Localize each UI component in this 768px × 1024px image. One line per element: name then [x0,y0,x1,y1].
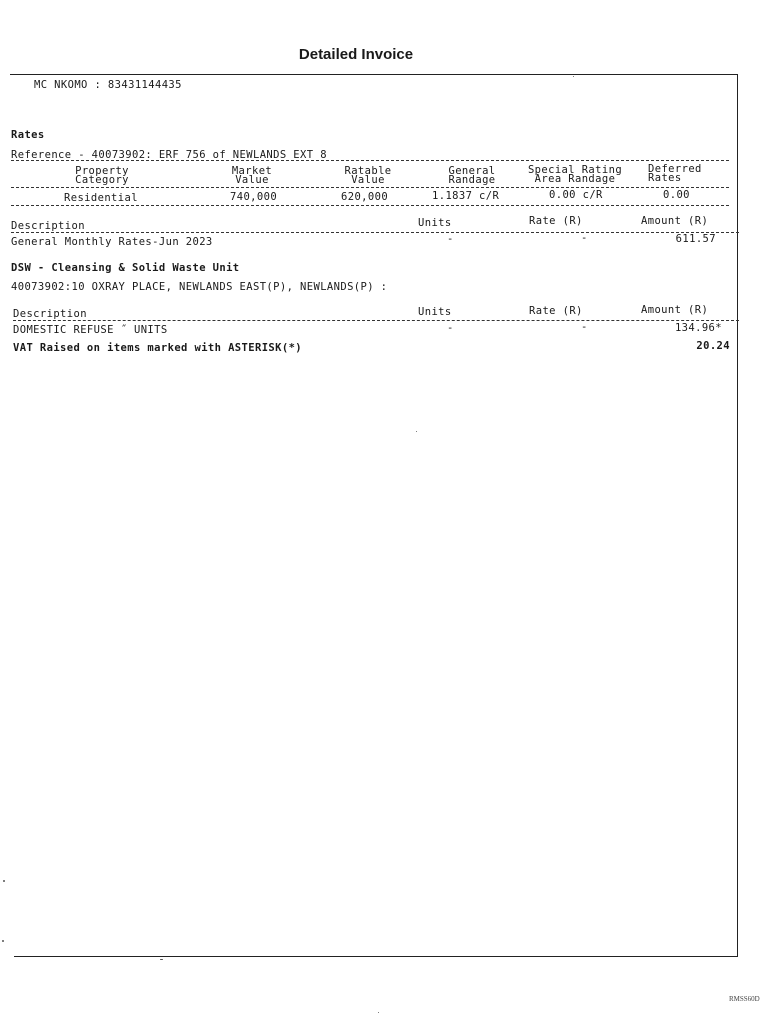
rates-units-header: Units [418,217,452,229]
rates-row-market-value: 740,000 [230,191,278,203]
dsw-heading: DSW - Cleansing & Solid Waste Unit [11,262,240,274]
scan-speck [160,959,163,960]
footer-code: RMSS60D [729,995,760,1003]
dsw-units-header: Units [418,306,452,318]
rates-header-divider [11,187,729,188]
rates-row-divider [11,205,729,206]
rates-rate-header: Rate (R) [529,215,583,227]
rates-line-description: General Monthly Rates-Jun 2023 [11,236,213,248]
column-header-ratable-value: Ratable Value [344,165,392,186]
dsw-rate-header: Rate (R) [529,305,583,317]
rates-line-divider [11,232,739,233]
scan-speck [573,76,574,77]
rates-row-ratable-value: 620,000 [341,191,389,203]
dsw-description-header: Description [13,308,87,320]
rates-line-rate: - [581,232,588,244]
column-header-general-randage: General Randage [448,165,496,186]
dsw-line-divider [13,320,739,321]
dsw-line-amount: 134.96* [674,322,722,334]
rates-line-units: - [447,233,454,245]
rates-row-deferred: 0.00 [663,189,690,201]
top-border-line [10,74,738,75]
column-header-special-rating: Special Rating Area Randage [527,164,623,185]
account-line: MC NKOMO : 83431144435 [34,79,182,91]
rates-row-category: Residential [64,192,138,204]
rates-line-amount: 611.57 [675,233,716,245]
vat-amount: 20.24 [696,340,730,352]
page-title: Detailed Invoice [298,46,414,63]
rates-heading: Rates [11,129,45,141]
bottom-border-line [14,956,738,957]
scan-speck [3,880,5,882]
column-header-deferred-rates: Deferred Rates [648,163,702,184]
column-header-market-value: Market Value [231,165,273,186]
rates-row-general-randage: 1.1837 c/R [432,190,500,202]
rates-amount-header: Amount (R) [641,215,709,227]
rates-reference: Reference - 40073902: ERF 756 of NEWLANDS EXT 8 [11,149,327,161]
dsw-address: 40073902:10 OXRAY PLACE, NEWLANDS EAST(P), NEWLANDS(P) : [11,281,388,293]
rates-reference-divider [11,160,729,161]
scan-speck [2,940,4,942]
right-border-line [737,74,738,956]
scan-speck [378,1012,379,1013]
column-header-property-category: Property Category [75,165,129,186]
rates-row-special-rating: 0.00 c/R [549,189,603,201]
vat-note: VAT Raised on items marked with ASTERISK(*) [13,342,303,354]
dsw-amount-header: Amount (R) [641,304,709,316]
rates-description-header: Description [11,220,85,232]
dsw-line-description: DOMESTIC REFUSE ˝ UNITS [13,324,168,336]
dsw-line-rate: - [581,321,588,333]
dsw-line-units: - [447,322,454,334]
scan-speck [416,431,417,432]
